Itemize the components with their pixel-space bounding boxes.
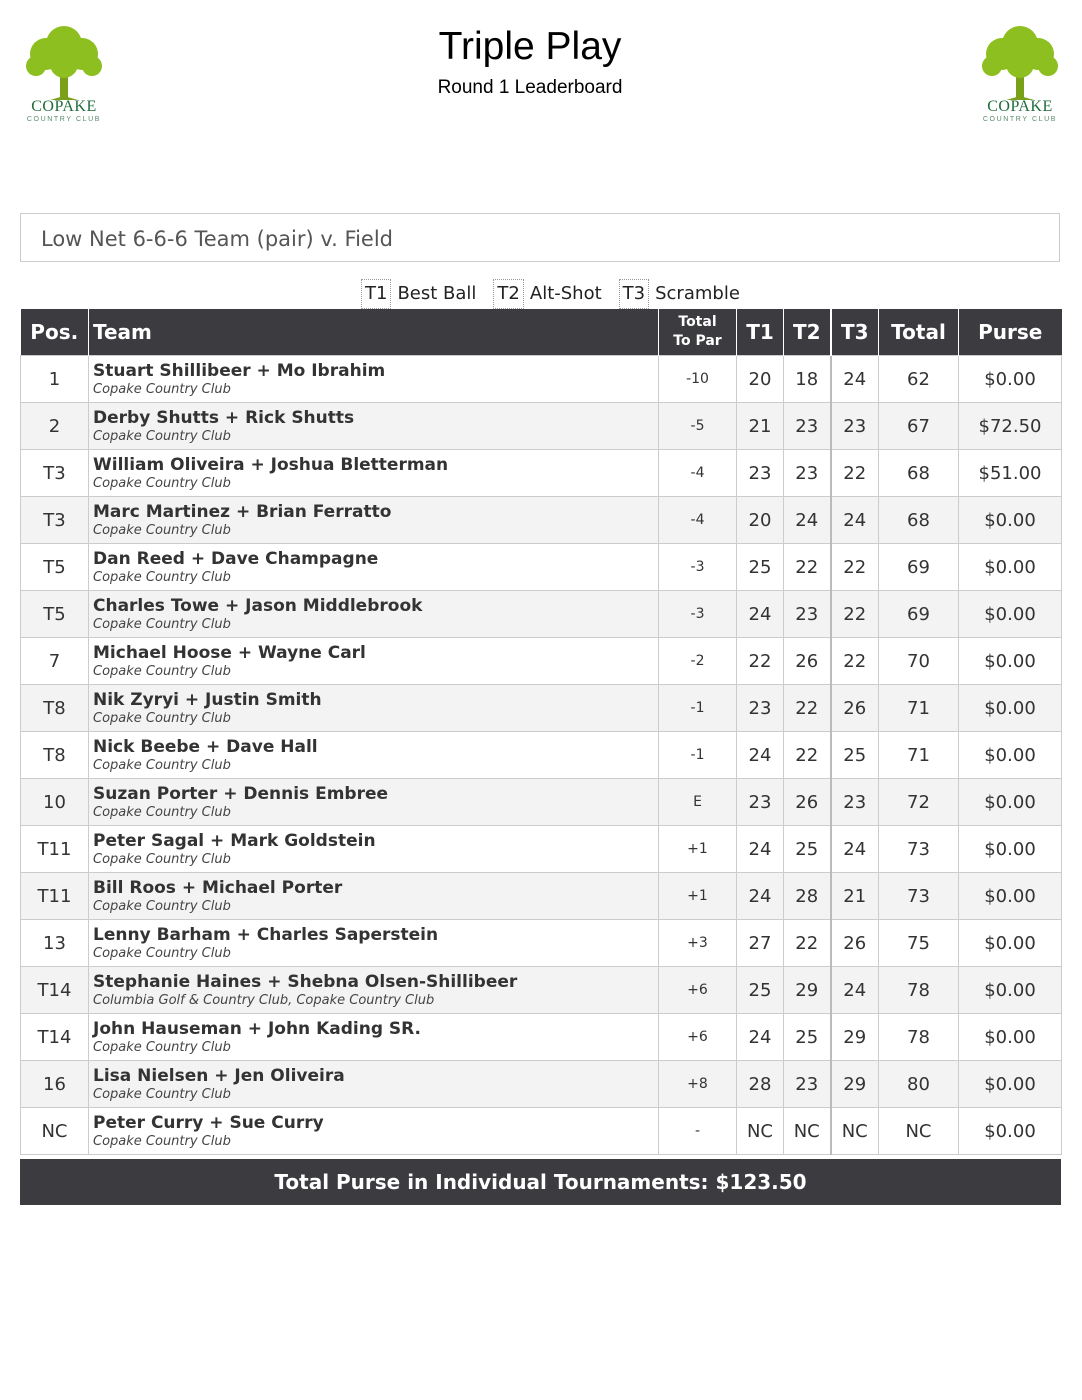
legend-item-t3	[619, 279, 740, 309]
team-name: Peter Curry + Sue Curry	[93, 1112, 324, 1133]
table-header-row	[21, 309, 1062, 356]
table-row[interactable]	[21, 544, 1062, 591]
team-name: Michael Hoose + Wayne Carl	[93, 642, 366, 663]
t1-score-cell: 20	[737, 356, 784, 403]
to-par-cell: +3	[659, 920, 737, 967]
team-name: Dan Reed + Dave Champagne	[93, 548, 379, 569]
t3-score-cell: 23	[831, 403, 879, 450]
t2-score-cell: 23	[784, 403, 831, 450]
legend-code: T1	[361, 279, 391, 309]
team-name: Stephanie Haines + Shebna Olsen-Shillibeer	[93, 971, 518, 992]
total-cell: NC	[879, 1108, 959, 1155]
club-name: Copake Country Club	[93, 710, 231, 726]
col-pos[interactable]: Pos.	[21, 309, 89, 356]
t1-score-cell: 23	[737, 685, 784, 732]
position-cell: 7	[21, 638, 89, 685]
t1-score-cell: 24	[737, 826, 784, 873]
team-cell	[89, 779, 659, 826]
t2-score-cell: 26	[784, 638, 831, 685]
leaderboard-table	[20, 309, 1062, 1155]
total-cell: 67	[879, 403, 959, 450]
team-name: William Oliveira + Joshua Bletterman	[93, 454, 449, 475]
team-name: Lenny Barham + Charles Saperstein	[93, 924, 439, 945]
purse-cell: $0.00	[959, 638, 1062, 685]
to-par-cell: -4	[659, 497, 737, 544]
table-row[interactable]	[21, 732, 1062, 779]
col-team[interactable]: Team	[89, 309, 659, 356]
team-cell	[89, 450, 659, 497]
table-row[interactable]	[21, 779, 1062, 826]
team-cell	[89, 403, 659, 450]
position-cell: 1	[21, 356, 89, 403]
t1-score-cell: 24	[737, 591, 784, 638]
legend-item-t1	[361, 279, 476, 309]
position-cell: 16	[21, 1061, 89, 1108]
t3-score-cell: 23	[831, 779, 879, 826]
team-cell	[89, 732, 659, 779]
to-par-cell: -4	[659, 450, 737, 497]
total-cell: 73	[879, 873, 959, 920]
t2-score-cell: 22	[784, 732, 831, 779]
position-cell: NC	[21, 1108, 89, 1155]
team-cell	[89, 873, 659, 920]
to-par-cell: -1	[659, 685, 737, 732]
team-name: Nick Beebe + Dave Hall	[93, 736, 318, 757]
t3-score-cell: 22	[831, 450, 879, 497]
table-row[interactable]	[21, 1014, 1062, 1061]
page-subtitle: Round 1 Leaderboard	[437, 77, 623, 98]
purse-cell: $0.00	[959, 873, 1062, 920]
team-name: Marc Martinez + Brian Ferratto	[93, 501, 392, 522]
club-name: Copake Country Club	[93, 898, 231, 914]
to-par-cell: +1	[659, 873, 737, 920]
to-par-cell: E	[659, 779, 737, 826]
position-cell: T14	[21, 1014, 89, 1061]
club-name: Copake Country Club	[93, 1039, 231, 1055]
t2-score-cell: 24	[784, 497, 831, 544]
team-name: Peter Sagal + Mark Goldstein	[93, 830, 376, 851]
club-name: Copake Country Club	[93, 1086, 231, 1102]
t2-score-cell: 18	[784, 356, 831, 403]
t1-score-cell: 23	[737, 779, 784, 826]
team-cell	[89, 685, 659, 732]
position-cell: T14	[21, 967, 89, 1014]
t2-score-cell: 23	[784, 1061, 831, 1108]
t2-score-cell: 25	[784, 826, 831, 873]
col-t1[interactable]: T1	[737, 309, 784, 356]
t1-score-cell: 24	[737, 873, 784, 920]
t3-score-cell: 24	[831, 356, 879, 403]
to-par-cell: +6	[659, 1014, 737, 1061]
team-name: Bill Roos + Michael Porter	[93, 877, 343, 898]
logo-name: COPAKE	[987, 98, 1053, 115]
team-cell	[89, 1108, 659, 1155]
col-total-to-par-line2: To Par	[673, 333, 722, 349]
logo-name: COPAKE	[31, 98, 97, 115]
purse-cell: $0.00	[959, 826, 1062, 873]
to-par-cell: -3	[659, 544, 737, 591]
team-name: Lisa Nielsen + Jen Oliveira	[93, 1065, 345, 1086]
col-total-to-par-line1: Total	[678, 314, 717, 330]
club-name: Copake Country Club	[93, 1133, 231, 1149]
position-cell: T5	[21, 591, 89, 638]
to-par-cell: -3	[659, 591, 737, 638]
legend-label: Alt-Shot	[529, 283, 602, 304]
col-t2[interactable]: T2	[784, 309, 831, 356]
t2-score-cell: 26	[784, 779, 831, 826]
legend-label: Scramble	[655, 283, 740, 304]
col-purse[interactable]: Purse	[959, 309, 1062, 356]
t3-score-cell: 25	[831, 732, 879, 779]
purse-cell: $0.00	[959, 732, 1062, 779]
position-cell: T11	[21, 826, 89, 873]
to-par-cell: -10	[659, 356, 737, 403]
t2-score-cell: 23	[784, 450, 831, 497]
club-name: Copake Country Club	[93, 945, 231, 961]
col-total[interactable]: Total	[879, 309, 959, 356]
purse-cell: $0.00	[959, 920, 1062, 967]
total-cell: 78	[879, 1014, 959, 1061]
total-cell: 69	[879, 591, 959, 638]
total-cell: 68	[879, 450, 959, 497]
table-row[interactable]	[21, 356, 1062, 403]
to-par-cell: -2	[659, 638, 737, 685]
t1-score-cell: 20	[737, 497, 784, 544]
page-title: Triple Play	[438, 25, 622, 68]
total-purse-footer: Total Purse in Individual Tournaments: $123.50	[20, 1159, 1061, 1205]
purse-cell: $0.00	[959, 779, 1062, 826]
club-name: Copake Country Club	[93, 616, 231, 632]
division-header	[20, 213, 1060, 262]
purse-cell: $51.00	[959, 450, 1062, 497]
total-cell: 70	[879, 638, 959, 685]
position-cell: T3	[21, 497, 89, 544]
t3-score-cell: 29	[831, 1014, 879, 1061]
club-name: Copake Country Club	[93, 569, 231, 585]
t1-score-cell: 24	[737, 732, 784, 779]
table-row[interactable]	[21, 873, 1062, 920]
t3-score-cell: 26	[831, 685, 879, 732]
purse-cell: $72.50	[959, 403, 1062, 450]
t3-score-cell: 22	[831, 544, 879, 591]
to-par-cell: +6	[659, 967, 737, 1014]
club-name: Copake Country Club	[93, 475, 231, 491]
position-cell: 2	[21, 403, 89, 450]
t1-score-cell: 22	[737, 638, 784, 685]
logo-subtitle: COUNTRY CLUB	[26, 116, 102, 123]
legend-code: T2	[493, 279, 523, 309]
team-name: Suzan Porter + Dennis Embree	[93, 783, 389, 804]
total-cell: 75	[879, 920, 959, 967]
table-row[interactable]	[21, 826, 1062, 873]
club-name: Copake Country Club	[93, 428, 231, 444]
position-cell: T5	[21, 544, 89, 591]
table-row[interactable]	[21, 638, 1062, 685]
t3-score-cell: 22	[831, 591, 879, 638]
to-par-cell: -1	[659, 732, 737, 779]
total-cell: 80	[879, 1061, 959, 1108]
t3-score-cell: 24	[831, 826, 879, 873]
team-cell	[89, 1014, 659, 1061]
table-row[interactable]	[21, 685, 1062, 732]
t1-score-cell: 21	[737, 403, 784, 450]
table-row[interactable]	[21, 497, 1062, 544]
t1-score-cell: 27	[737, 920, 784, 967]
t1-score-cell: NC	[737, 1108, 784, 1155]
t3-score-cell: 24	[831, 497, 879, 544]
t1-score-cell: 24	[737, 1014, 784, 1061]
position-cell: T8	[21, 685, 89, 732]
team-cell	[89, 920, 659, 967]
position-cell: 13	[21, 920, 89, 967]
t3-score-cell: NC	[831, 1108, 879, 1155]
t1-score-cell: 25	[737, 967, 784, 1014]
total-cell: 71	[879, 732, 959, 779]
legend-code: T3	[619, 279, 649, 309]
t3-score-cell: 21	[831, 873, 879, 920]
purse-cell: $0.00	[959, 967, 1062, 1014]
team-cell	[89, 967, 659, 1014]
t2-score-cell: 22	[784, 685, 831, 732]
position-cell: T11	[21, 873, 89, 920]
to-par-cell: -	[659, 1108, 737, 1155]
total-cell: 71	[879, 685, 959, 732]
purse-cell: $0.00	[959, 1014, 1062, 1061]
total-cell: 72	[879, 779, 959, 826]
t2-score-cell: 29	[784, 967, 831, 1014]
club-name: Copake Country Club	[93, 804, 231, 820]
format-legend	[361, 278, 757, 309]
purse-cell: $0.00	[959, 356, 1062, 403]
team-cell	[89, 356, 659, 403]
t2-score-cell: 25	[784, 1014, 831, 1061]
table-row[interactable]	[21, 967, 1062, 1014]
col-total-to-par[interactable]	[659, 309, 737, 356]
t2-score-cell: 22	[784, 544, 831, 591]
club-name: Copake Country Club	[93, 663, 231, 679]
team-name: Charles Towe + Jason Middlebrook	[93, 595, 423, 616]
position-cell: T3	[21, 450, 89, 497]
to-par-cell: -5	[659, 403, 737, 450]
club-name: Copake Country Club	[93, 757, 231, 773]
legend-label: Best Ball	[397, 283, 477, 304]
t2-score-cell: NC	[784, 1108, 831, 1155]
to-par-cell: +8	[659, 1061, 737, 1108]
table-row[interactable]	[21, 1061, 1062, 1108]
club-name: Columbia Golf & Country Club, Copake Country Club	[93, 992, 435, 1008]
purse-cell: $0.00	[959, 1061, 1062, 1108]
club-name: Copake Country Club	[93, 522, 231, 538]
table-row[interactable]	[21, 920, 1062, 967]
t2-score-cell: 23	[784, 591, 831, 638]
club-name: Copake Country Club	[93, 381, 231, 397]
team-cell	[89, 638, 659, 685]
purse-cell: $0.00	[959, 1108, 1062, 1155]
team-name: Nik Zyryi + Justin Smith	[93, 689, 322, 710]
position-cell: 10	[21, 779, 89, 826]
total-cell: 62	[879, 356, 959, 403]
logo-subtitle: COUNTRY CLUB	[982, 116, 1058, 123]
t1-score-cell: 28	[737, 1061, 784, 1108]
t3-score-cell: 22	[831, 638, 879, 685]
table-row[interactable]	[21, 591, 1062, 638]
team-cell	[89, 591, 659, 638]
division-label: Low Net 6-6-6 Team (pair) v. Field	[41, 227, 394, 251]
t2-score-cell: 22	[784, 920, 831, 967]
team-cell	[89, 544, 659, 591]
to-par-cell: +1	[659, 826, 737, 873]
table-row[interactable]	[21, 1108, 1062, 1155]
club-name: Copake Country Club	[93, 851, 231, 867]
purse-cell: $0.00	[959, 685, 1062, 732]
team-name: Stuart Shillibeer + Mo Ibrahim	[93, 360, 386, 381]
team-cell	[89, 497, 659, 544]
total-cell: 73	[879, 826, 959, 873]
t3-score-cell: 29	[831, 1061, 879, 1108]
table-row[interactable]	[21, 450, 1062, 497]
total-cell: 69	[879, 544, 959, 591]
team-name: John Hauseman + John Kading SR.	[93, 1018, 422, 1039]
t3-score-cell: 24	[831, 967, 879, 1014]
purse-cell: $0.00	[959, 497, 1062, 544]
team-name: Derby Shutts + Rick Shutts	[93, 407, 355, 428]
t1-score-cell: 23	[737, 450, 784, 497]
team-cell	[89, 826, 659, 873]
t1-score-cell: 25	[737, 544, 784, 591]
total-cell: 78	[879, 967, 959, 1014]
purse-cell: $0.00	[959, 544, 1062, 591]
position-cell: T8	[21, 732, 89, 779]
table-row[interactable]	[21, 403, 1062, 450]
t3-score-cell: 26	[831, 920, 879, 967]
t2-score-cell: 28	[784, 873, 831, 920]
purse-cell: $0.00	[959, 591, 1062, 638]
team-cell	[89, 1061, 659, 1108]
total-cell: 68	[879, 497, 959, 544]
legend-item-t2	[493, 279, 601, 309]
col-t3[interactable]: T3	[831, 309, 879, 356]
